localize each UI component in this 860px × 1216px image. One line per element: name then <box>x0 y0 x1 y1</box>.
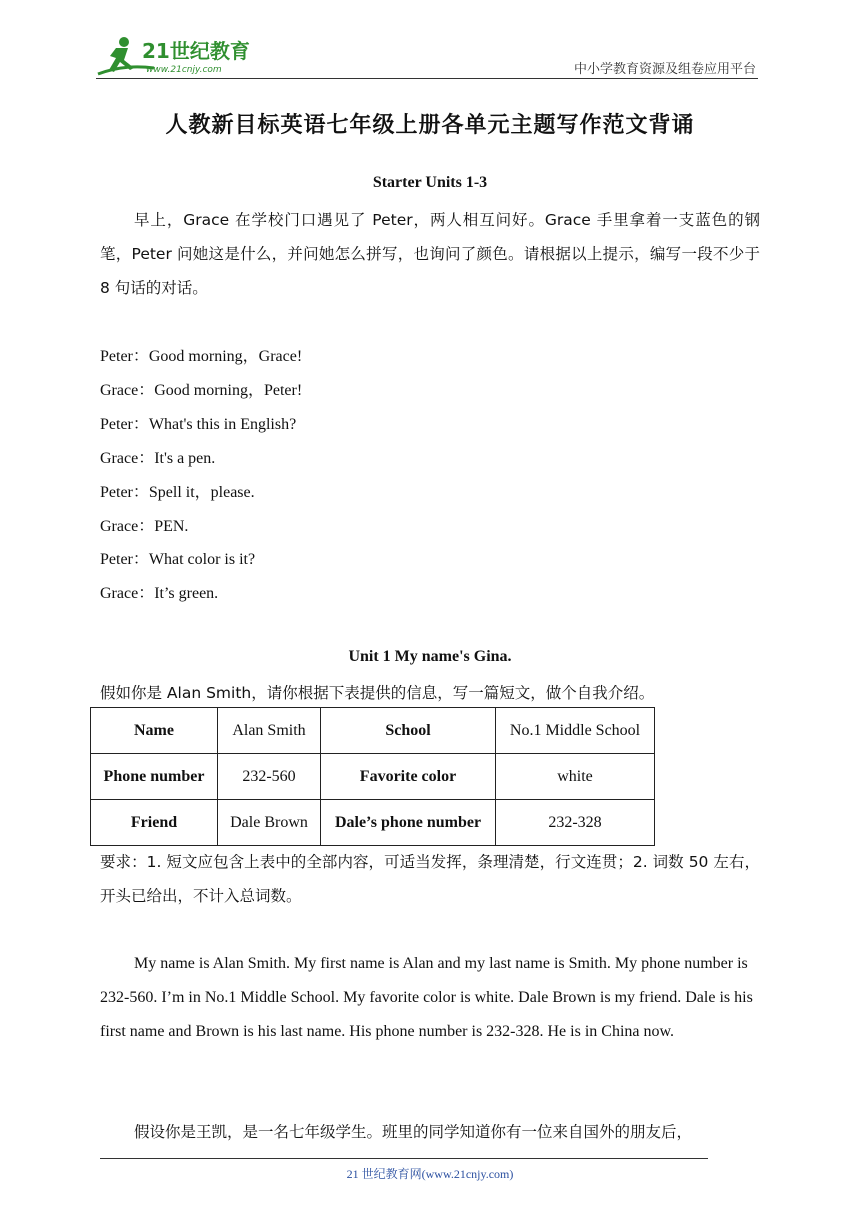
dialogue-line: Peter：What's this in English? <box>100 416 297 433</box>
starter-prompt: 早上，Grace 在学校门口遇见了 Peter，两人相互问好。Grace 手里拿着一支蓝色的钢笔，Peter 问她这是什么，并问她怎么拼写，也询问了颜色。请根据以上提示，编写一段不少于 8 句话的对话。 <box>100 211 760 297</box>
table-cell: Dale Brown <box>218 800 321 846</box>
runner-logo-icon <box>94 34 264 78</box>
unit1-prompt: 假如你是 Alan Smith，请你根据下表提供的信息，写一篇短文，做个自我介绍。 <box>100 684 655 702</box>
table-cell: 232-328 <box>496 800 655 846</box>
logo-url: www.21cnjy.com <box>146 65 222 75</box>
table-cell: white <box>496 754 655 800</box>
table-cell: Favorite color <box>321 754 496 800</box>
dialogue-line: Grace：Good morning，Peter! <box>100 382 303 399</box>
table-row <box>91 754 655 800</box>
table-cell: 232-560 <box>218 754 321 800</box>
table-cell: No.1 Middle School <box>496 708 655 754</box>
starter-heading: Starter Units 1-3 <box>372 174 488 191</box>
footer-divider <box>100 1158 708 1159</box>
table-cell: Alan Smith <box>218 708 321 754</box>
dialogue-line: Grace：It's a pen. <box>100 450 216 467</box>
unit1-requirements: 要求：1. 短文应包含上表中的全部内容，可适当发挥，条理清楚，行文连贯；2. 词数 50 左右，开头已给出，不计入总词数。 <box>100 853 760 905</box>
table-cell: School <box>321 708 496 754</box>
next-prompt: 假设你是王凯，是一名七年级学生。班里的同学知道你有一位来自国外的朋友后， <box>134 1123 693 1141</box>
table-cell: Friend <box>91 800 218 846</box>
page-title: 人教新目标英语七年级上册各单元主题写作范文背诵 <box>165 113 695 138</box>
unit1-heading: Unit 1 My name's Gina. <box>348 648 512 665</box>
dialogue-line: Grace：It’s green. <box>100 585 219 602</box>
footer-text: 21 世纪教育网(www.21cnjy.com) <box>346 1167 514 1181</box>
unit1-essay: My name is Alan Smith. My first name is Alan and my last name is Smith. My phone number is 232-560. I’m in No.1 Middle School. My favorite color is white. Dale Brown is my friend. Dale is his first name and Brown is his last name. His phone number is 232-328. He is in China now. <box>100 955 753 1040</box>
table-row <box>91 708 655 754</box>
table-cell: Phone number <box>91 754 218 800</box>
dialogue-line: Peter：What color is it? <box>100 551 256 568</box>
header-platform-text: 中小学教育资源及组卷应用平台 <box>573 62 756 77</box>
info-table <box>90 707 655 846</box>
site-logo <box>94 34 264 78</box>
dialogue-line: Peter：Spell it，please. <box>100 484 255 501</box>
dialogue-line: Peter：Good morning，Grace! <box>100 348 303 365</box>
dialogue-line: Grace：PEN. <box>100 518 189 535</box>
header-divider <box>96 78 758 79</box>
table-cell: Dale’s phone number <box>321 800 496 846</box>
logo-text: 21世纪教育 <box>142 39 250 63</box>
table-row <box>91 800 655 846</box>
table-cell: Name <box>91 708 218 754</box>
